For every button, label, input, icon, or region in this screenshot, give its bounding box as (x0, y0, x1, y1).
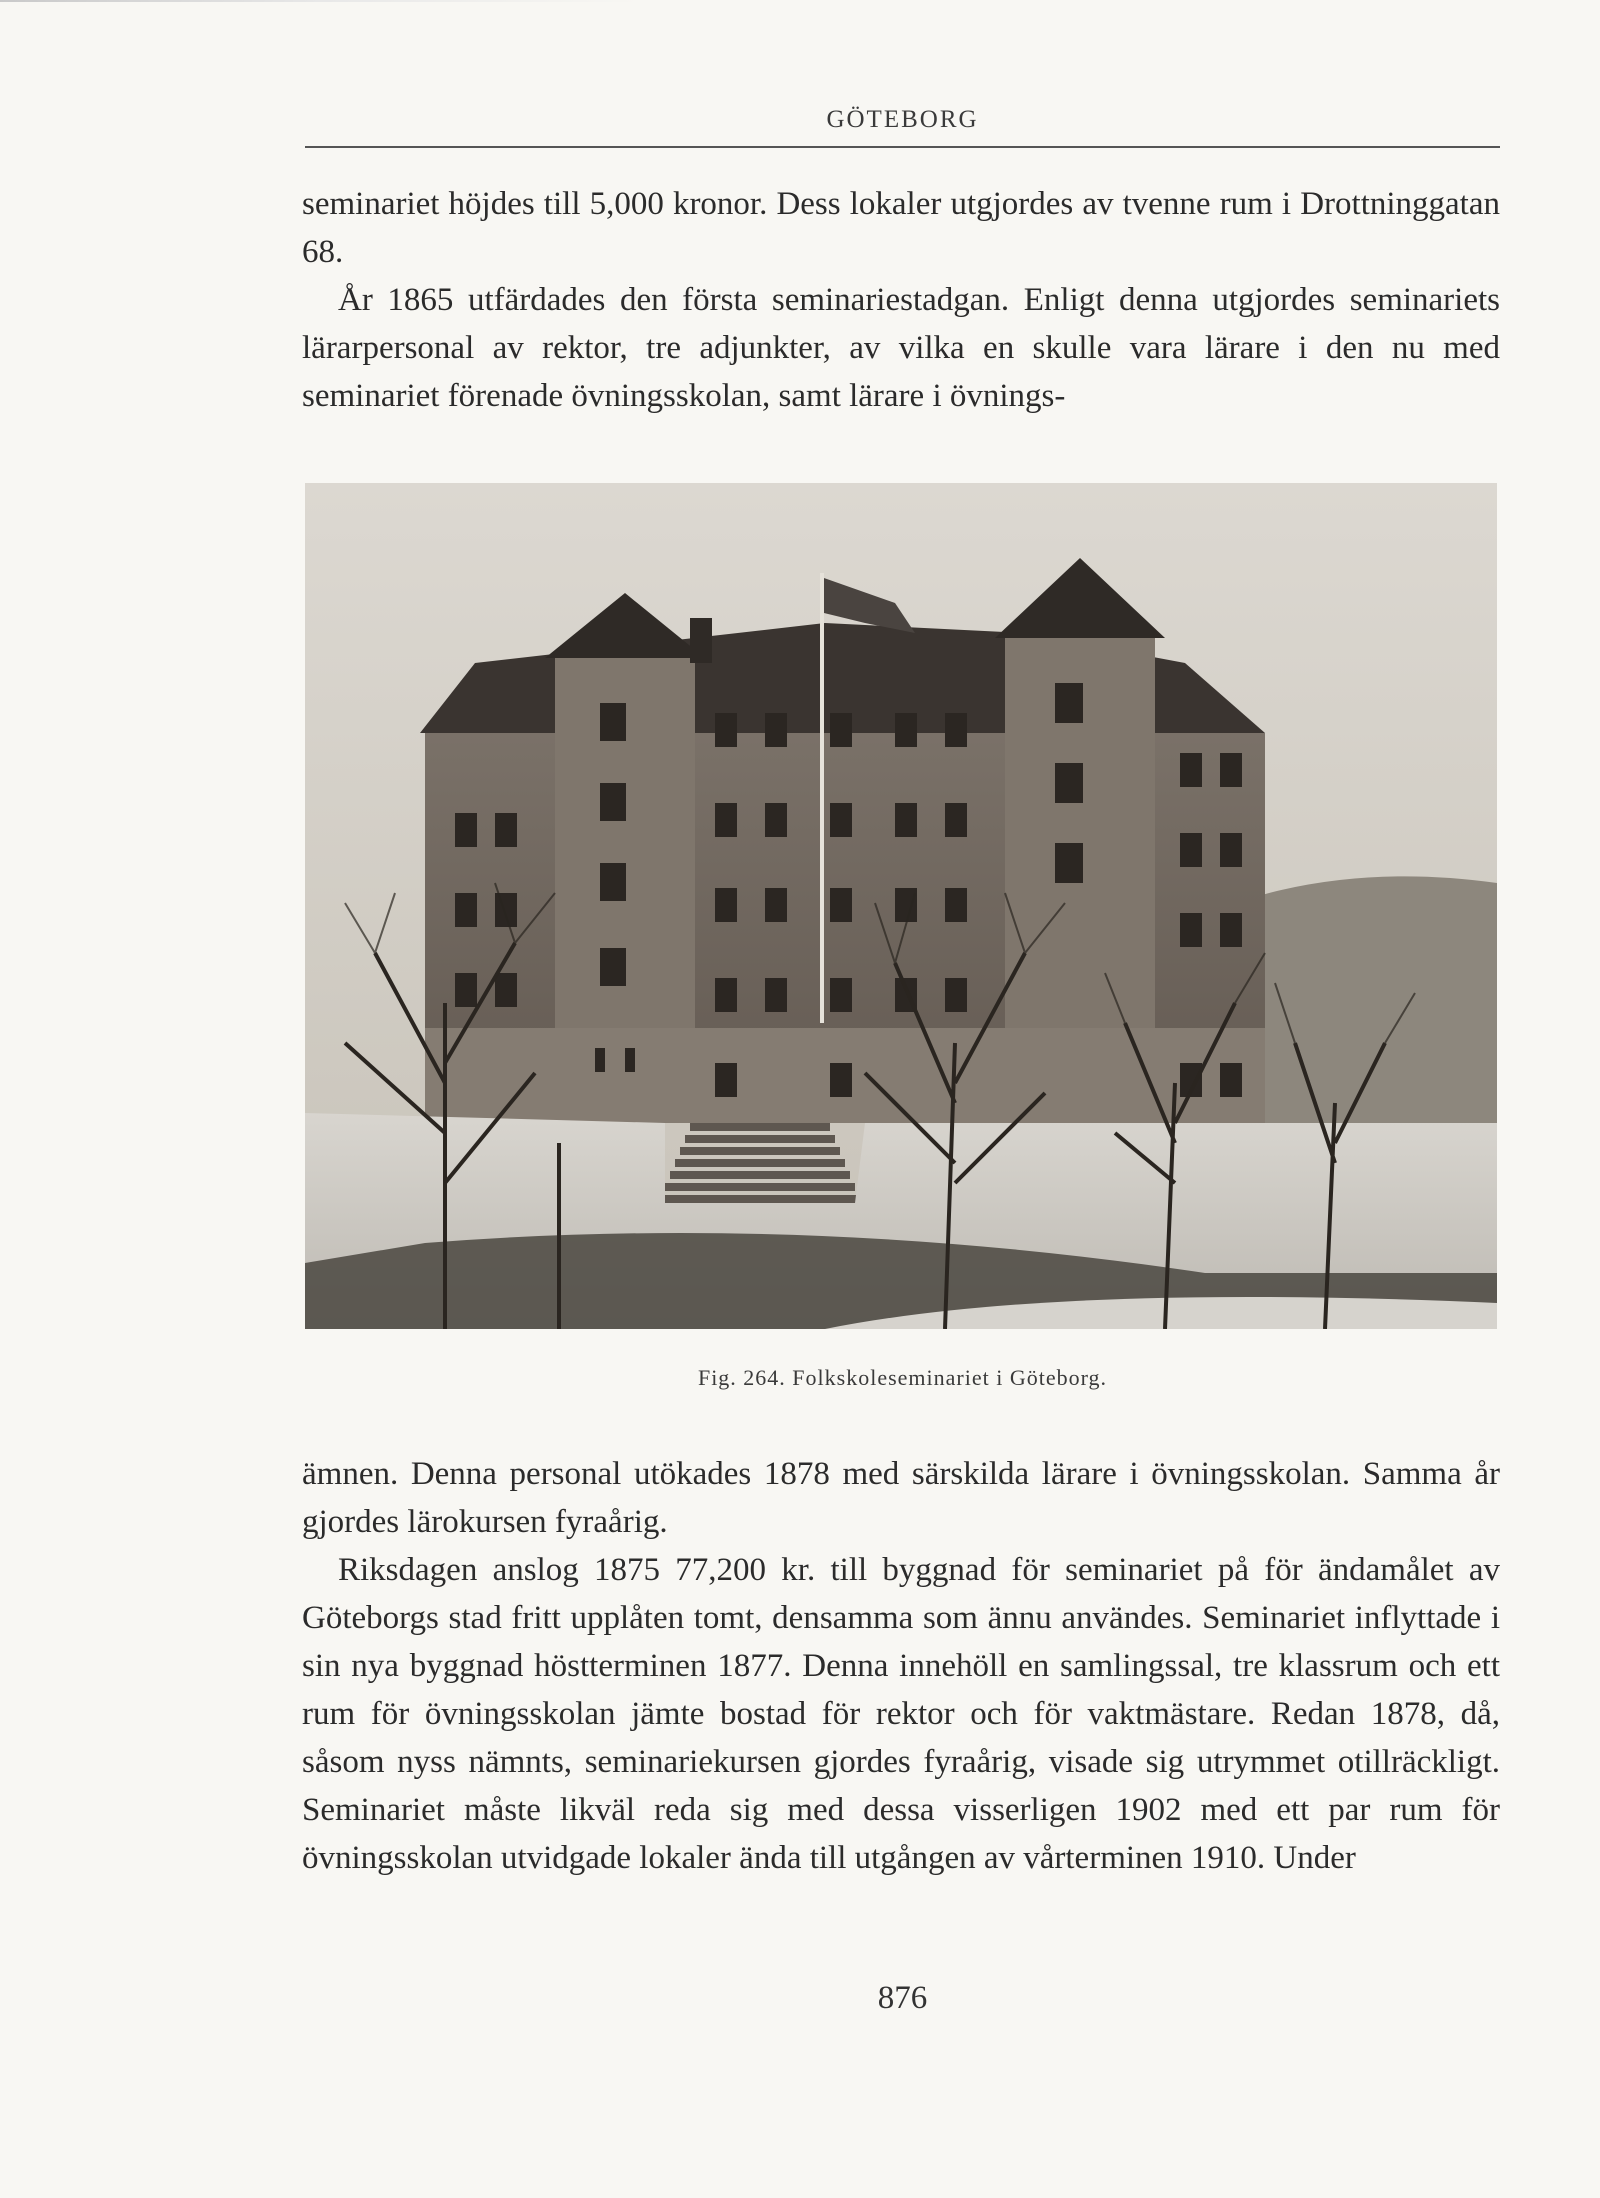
text-block-bottom (302, 1450, 1500, 1882)
paragraph: seminariet höjdes till 5,000 kronor. Dess lokaler utgjordes av tvenne rum i Drottninggatan 68. (302, 186, 1500, 270)
text-block-top (302, 180, 1500, 420)
page-number: 876 (877, 1980, 928, 2016)
building-photograph (305, 483, 1497, 1329)
paragraph: År 1865 utfärdades den första seminariestadgan. Enligt denna utgjordes seminariets lärarpersonal av rektor, tre adjunkter, av vilka en skulle vara lärare i den nu med seminariet förenade övningsskolan, samt lärare i övnings- (302, 282, 1500, 414)
paragraph: Riksdagen anslog 1875 77,200 kr. till byggnad för seminariet på för ändamålet av Göteborgs stad fritt upplåten tomt, densamma som ännu användes. Seminariet inflyttade i sin nya byggnad höstterminen 1877. Denna innehöll en samlingssal, tre klassrum och ett rum för övningsskolan jämte bostad för rektor och för vaktmästare. Redan 1878, då, såsom nyss nämnts, seminariekursen gjordes fyraårig, visade sig utrymmet otillräckligt. Seminariet måste likväl reda sig med dessa visserligen 1902 med ett par rum för övningsskolan utvidgade lokaler ända till utgången av vårterminen 1910. Under (302, 1552, 1500, 1876)
paragraph: ämnen. Denna personal utökades 1878 med särskilda lärare i övningsskolan. Samma år gjordes lärokursen fyraårig. (302, 1456, 1500, 1540)
figure-caption: Fig. 264. Folkskoleseminariet i Göteborg. (697, 1365, 1108, 1390)
running-head: GÖTEBORG (826, 106, 979, 133)
scan-edge (0, 0, 1600, 2)
header-rule (305, 146, 1500, 148)
